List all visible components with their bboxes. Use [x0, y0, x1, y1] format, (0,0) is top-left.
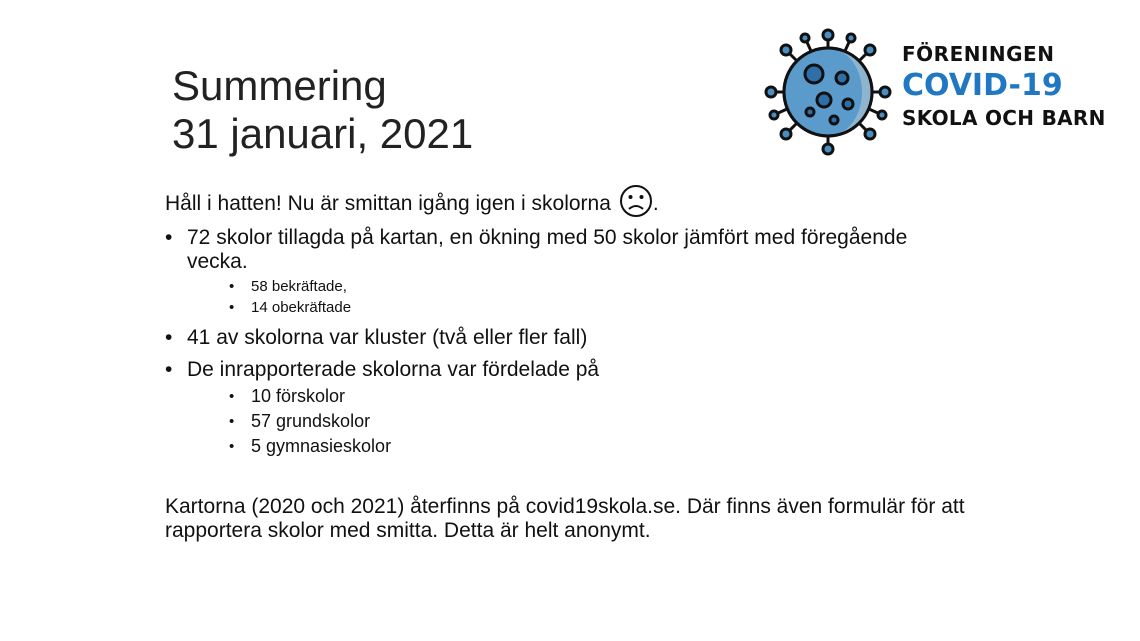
- intro-suffix: .: [652, 192, 659, 215]
- sub-list: [187, 384, 925, 459]
- sub-item-confirmed: • 58 bekräftade,: [187, 276, 925, 297]
- bullet-schools-added: [165, 226, 925, 318]
- title-line-1: Summering: [172, 62, 387, 109]
- bullet-text: De inrapporterade skolorna var fördelade på: [187, 358, 600, 381]
- bullet-clusters: [165, 326, 925, 350]
- footer-text: Kartorna (2020 och 2021) återfinns på covid19skola.se. Där finns även formulär för att rapportera skolor med smitta. Detta är helt anonymt.: [165, 495, 965, 542]
- organization-logo: [764, 28, 1124, 156]
- bullet-list: [165, 226, 925, 459]
- logo-line-1: FÖRENINGEN: [902, 42, 1055, 66]
- sub-item-upper-secondary: • 5 gymnasieskolor: [187, 434, 925, 459]
- slide-body: [165, 184, 925, 459]
- sub-item-unconfirmed: • 14 obekräftade: [187, 297, 925, 318]
- title-line-2: 31 januari, 2021: [172, 110, 474, 157]
- logo-line-2: COVID-19: [902, 68, 1063, 103]
- sub-item-preschools: • 10 förskolor: [187, 384, 925, 409]
- bullet-text: 72 skolor tillagda på kartan, en ökning med 50 skolor jämfört med föregående vecka.: [187, 226, 908, 273]
- intro-line: [165, 184, 925, 218]
- intro-text: Håll i hatten! Nu är smittan igång igen i skolorna: [165, 192, 611, 215]
- logo-line-3: SKOLA OCH BARN: [902, 106, 1106, 130]
- virus-icon: [764, 28, 892, 156]
- bullet-text: 41 av skolorna var kluster (två eller fler fall): [187, 326, 588, 349]
- slide-title: [172, 62, 473, 158]
- sub-list: [187, 276, 925, 318]
- sad-face-icon: [619, 184, 653, 218]
- logo-text: [902, 42, 1106, 130]
- bullet-distribution: [165, 358, 925, 459]
- sub-item-compulsory-schools: • 57 grundskolor: [187, 409, 925, 434]
